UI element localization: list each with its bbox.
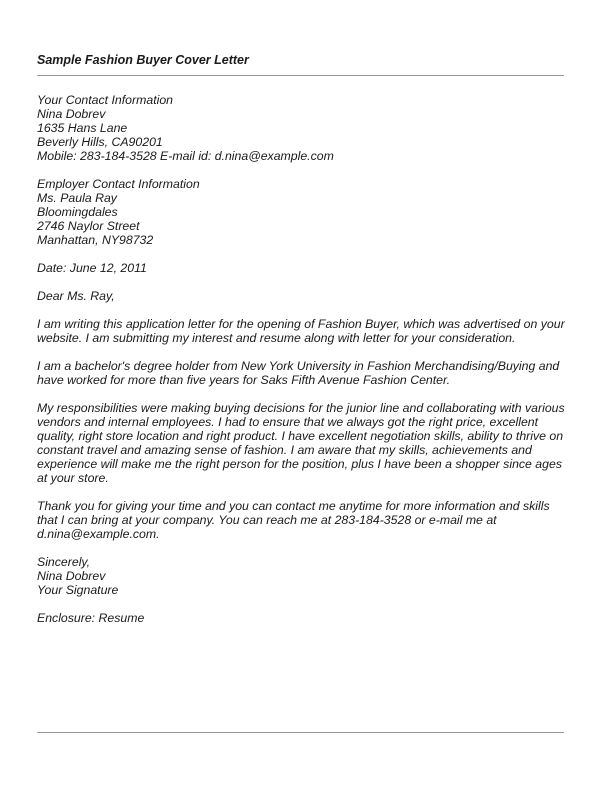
- employer-city: Manhattan, NY98732: [37, 233, 154, 247]
- employer-name: Ms. Paula Ray: [37, 191, 117, 205]
- paragraph-4: [37, 499, 564, 541]
- closing-block: [37, 555, 564, 597]
- letter-body: [37, 93, 564, 639]
- employer-street: 2746 Naylor Street: [37, 219, 140, 233]
- paragraph-line: I am a bachelor's degree holder from New York University in Fashion Merchandising/Buying and: [37, 359, 560, 373]
- paragraph-line: Thank you for giving your time and you can contact me anytime for more information and skills: [37, 499, 550, 513]
- employer-company: Bloomingdales: [37, 205, 118, 219]
- enclosure-text: Enclosure: Resume: [37, 611, 145, 625]
- sender-street: 1635 Hans Lane: [37, 121, 128, 135]
- paragraph-line: website. I am submitting my interest and resume along with letter for your consideration.: [37, 331, 516, 345]
- closing-name: Nina Dobrev: [37, 569, 106, 583]
- paragraph-line: My responsibilities were making buying decisions for the junior line and collaborating with various: [37, 401, 565, 415]
- sender-contact-block: [37, 93, 564, 163]
- sender-city: Beverly Hills, CA90201: [37, 135, 163, 149]
- sender-name: Nina Dobrev: [37, 107, 106, 121]
- letter-date: [37, 261, 564, 275]
- paragraph-1: [37, 317, 564, 345]
- sender-phone-email: Mobile: 283-184-3528 E-mail id: d.nina@example.com: [37, 149, 334, 163]
- paragraph-line: experience will make me the right person for the position, plus I have been a shopper since ages: [37, 457, 562, 471]
- signature: Your Signature: [37, 583, 119, 597]
- employer-contact-heading: Employer Contact Information: [37, 177, 200, 191]
- enclosure: [37, 611, 564, 625]
- bottom-divider: [37, 732, 564, 733]
- employer-contact-block: [37, 177, 564, 247]
- paragraph-line: vendors and internal employees. I had to ensure that we always got the right price, excellent: [37, 415, 539, 429]
- paragraph-line: that I can bring at your company. You can reach me at 283-184-3528 or e-mail me at: [37, 513, 497, 527]
- valediction: Sincerely,: [37, 555, 91, 569]
- salutation-text: Dear Ms. Ray,: [37, 289, 115, 303]
- paragraph-line: d.nina@example.com.: [37, 527, 160, 541]
- paragraph-2: [37, 359, 564, 387]
- sender-contact-heading: Your Contact Information: [37, 93, 174, 107]
- salutation: [37, 289, 564, 303]
- paragraph-line: I am writing this application letter for the opening of Fashion Buyer, which was advertised on your: [37, 317, 565, 331]
- paragraph-line: quality, right store location and right product. I have excellent negotiation skills, ability to thrive on: [37, 429, 564, 443]
- paragraph-line: at your store.: [37, 471, 109, 485]
- document-title: Sample Fashion Buyer Cover Letter: [37, 53, 249, 67]
- paragraph-3: [37, 401, 564, 485]
- paragraph-line: have worked for more than five years for Saks Fifth Avenue Fashion Center.: [37, 373, 451, 387]
- paragraph-line: constant travel and amazing sense of fashion. I am aware that my skills, achievements and: [37, 443, 532, 457]
- top-divider: [37, 75, 564, 76]
- date-text: Date: June 12, 2011: [37, 261, 147, 275]
